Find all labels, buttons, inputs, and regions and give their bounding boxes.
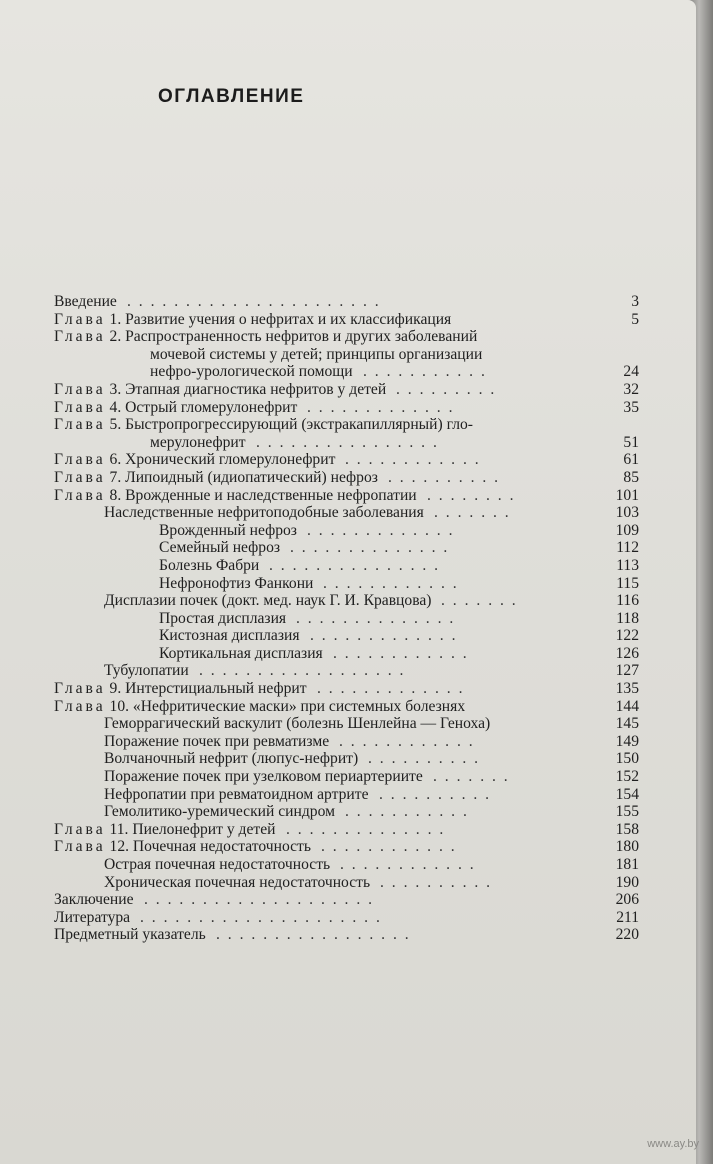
entry-text: Литература xyxy=(54,908,131,926)
page-number: 32 xyxy=(623,380,639,398)
page-number: 103 xyxy=(615,504,639,522)
dot-leader: . . . . . . . . . . . . . . xyxy=(290,539,450,557)
chapter-prefix: Глава xyxy=(54,468,106,486)
entry-text: Волчаночный нефрит (люпус-нефрит) xyxy=(104,750,359,768)
toc-entry-title xyxy=(54,399,297,417)
toc-entry-title xyxy=(150,346,482,364)
page-number: 61 xyxy=(623,451,639,469)
entry-text: Семейный нефроз xyxy=(159,539,281,557)
toc-entry xyxy=(54,768,639,786)
toc-entry-title xyxy=(150,363,353,381)
toc-entry-title xyxy=(54,821,276,839)
toc-entry-title xyxy=(104,733,329,751)
chapter-prefix: Глава xyxy=(54,680,106,698)
toc-entry xyxy=(54,821,639,839)
toc-entry xyxy=(54,592,639,610)
dot-leader: . . . . . . . . . . . . . xyxy=(307,521,455,539)
toc-entry-title xyxy=(54,416,473,434)
chapter-prefix: Глава xyxy=(54,310,106,328)
toc-entry xyxy=(54,874,639,892)
page-number: 127 xyxy=(615,662,639,680)
page-number: 150 xyxy=(615,750,639,768)
toc-entry-title xyxy=(54,926,206,944)
toc-entry-title xyxy=(159,539,280,557)
dot-leader: . . . . . . . . . . . . xyxy=(345,451,481,469)
toc-entry xyxy=(54,926,639,944)
entry-text: Кистозная дисплазия xyxy=(159,627,300,645)
chapter-prefix: Глава xyxy=(54,697,106,715)
page-number: 181 xyxy=(615,856,639,873)
dot-leader: . . . . . . . . . . . . . . xyxy=(296,609,456,627)
toc-entry xyxy=(54,293,639,311)
toc-entry xyxy=(54,469,639,487)
page-number: 155 xyxy=(615,803,639,821)
toc-entry-title xyxy=(150,434,246,452)
table-of-contents xyxy=(54,293,639,944)
toc-entry-title xyxy=(54,680,307,698)
entry-text: 4. Острый гломерулонефрит xyxy=(109,398,298,416)
entry-text: 11. Пиелонефрит у детей xyxy=(109,820,276,838)
chapter-prefix: Глава xyxy=(54,486,106,504)
entry-text: Гемолитико-уремический синдром xyxy=(104,803,335,821)
dot-leader: . . . . . . . . . . xyxy=(379,785,492,803)
toc-entry xyxy=(54,363,639,381)
dot-leader: . . . . . . . . . . . . . . . . . . . . . . xyxy=(127,293,381,310)
toc-entry xyxy=(54,733,639,751)
page-number: 116 xyxy=(616,592,639,610)
entry-text: 10. «Нефритические маски» при системных болезнях xyxy=(109,697,466,715)
entry-text: Простая дисплазия xyxy=(159,609,287,627)
dot-leader: . . . . . . . . . . xyxy=(380,873,493,891)
dot-leader: . . . . . . . . . . . . xyxy=(333,644,469,662)
toc-entry-title xyxy=(54,487,417,505)
dot-leader: . . . . . . . . . . . xyxy=(363,363,487,381)
entry-text: Поражение почек при ревматизме xyxy=(104,732,330,750)
entry-text: 1. Развитие учения о нефритах и их классификация xyxy=(109,310,452,328)
page-number: 144 xyxy=(615,697,639,715)
toc-entry-title xyxy=(104,803,335,821)
toc-entry xyxy=(54,434,639,452)
page-number: 152 xyxy=(615,768,639,786)
chapter-prefix: Глава xyxy=(54,820,106,838)
dot-leader: . . . . . . . xyxy=(433,768,510,786)
page-number: 5 xyxy=(631,310,639,328)
dot-leader: . . . . . . . xyxy=(434,504,511,522)
toc-entry-title xyxy=(54,909,130,927)
page-number: 3 xyxy=(631,293,639,310)
toc-entry-title xyxy=(104,768,423,786)
page-number: 180 xyxy=(615,838,639,856)
toc-entry xyxy=(54,891,639,909)
toc-entry-title xyxy=(159,645,323,663)
dot-leader: . . . . . . . . . . . . . xyxy=(317,680,465,698)
entry-text: 12. Почечная недостаточность xyxy=(109,838,311,856)
toc-entry-title xyxy=(54,328,477,346)
page-number: 145 xyxy=(615,715,639,733)
entry-text: 6. Хронический гломерулонефрит xyxy=(109,451,336,469)
dot-leader: . . . . . . . . . . xyxy=(388,468,501,486)
page-number: 113 xyxy=(616,556,639,574)
page-number: 118 xyxy=(616,609,639,627)
dot-leader: . . . . . . . . . . . . . . . xyxy=(269,556,441,574)
entry-text: Острая почечная недостаточность xyxy=(104,856,331,873)
dot-leader: . . . . . . . . . . . . . . xyxy=(286,820,446,838)
toc-entry-title xyxy=(104,750,358,768)
toc-entry xyxy=(54,662,639,680)
toc-entry-title xyxy=(104,856,330,874)
toc-entry-title xyxy=(54,311,451,329)
entry-text: Заключение xyxy=(54,891,134,909)
page-number: 101 xyxy=(615,486,639,504)
dot-leader: . . . . . . . . . . . . xyxy=(339,732,475,750)
page-number: 158 xyxy=(615,820,639,838)
page-number: 85 xyxy=(623,468,639,486)
chapter-prefix: Глава xyxy=(54,380,106,398)
dot-leader: . . . . . . . . . . . . . . . . . . . . . xyxy=(140,908,382,926)
dot-leader: . . . . . . . . . . . xyxy=(345,803,469,821)
chapter-prefix: Глава xyxy=(54,838,106,856)
entry-text: Поражение почек при узелковом периартериите xyxy=(104,768,423,786)
entry-text: Хроническая почечная недостаточность xyxy=(104,873,371,891)
page-number: 112 xyxy=(616,539,639,557)
toc-entry-title xyxy=(159,522,297,540)
dot-leader: . . . . . . . xyxy=(441,592,518,610)
entry-text: Кортикальная дисплазия xyxy=(159,644,323,662)
entry-text: мерулонефрит xyxy=(150,433,246,451)
entry-text: 7. Липоидный (идиопатический) нефроз xyxy=(109,468,378,486)
toc-entry-title xyxy=(159,610,286,628)
toc-entry-title xyxy=(54,469,378,487)
toc-entry-title xyxy=(159,557,259,575)
page-number: 24 xyxy=(623,363,639,381)
toc-entry xyxy=(54,557,639,575)
page-number: 51 xyxy=(623,433,639,451)
entry-text: Тубулопатии xyxy=(104,662,189,680)
toc-entry xyxy=(54,346,639,364)
entry-text: Введение xyxy=(54,293,117,310)
dot-leader: . . . . . . . . . . . . xyxy=(321,838,457,856)
dot-leader: . . . . . . . . . . . . xyxy=(323,574,459,592)
entry-text: Болезнь Фабри xyxy=(159,556,260,574)
page-number: 154 xyxy=(615,785,639,803)
entry-text: Геморрагический васкулит (болезнь Шенлейна — Геноха) xyxy=(104,715,491,733)
toc-entry-title xyxy=(54,381,386,399)
dot-leader: . . . . . . . . . . . . . . . . xyxy=(256,433,439,451)
toc-entry xyxy=(54,381,639,399)
toc-entry xyxy=(54,487,639,505)
page-number: 115 xyxy=(616,574,639,592)
entry-text: Нефропатии при ревматоидном артрите xyxy=(104,785,369,803)
entry-text: Наследственные нефритоподобные заболевания xyxy=(104,504,424,522)
entry-text: нефро-урологической помощи xyxy=(150,363,353,381)
toc-entry xyxy=(54,698,639,716)
entry-text: 9. Интерстициальный нефрит xyxy=(109,680,307,698)
dot-leader: . . . . . . . . . . . . . . . . . . . . xyxy=(144,891,375,909)
page-title: ОГЛАВЛЕНИЕ xyxy=(158,86,305,107)
toc-entry-title xyxy=(54,293,117,311)
dot-leader: . . . . . . . . . . . . . . . . . . xyxy=(199,662,406,680)
toc-entry xyxy=(54,328,639,346)
toc-entry xyxy=(54,838,639,856)
dot-leader: . . . . . . . . xyxy=(427,486,516,504)
entry-text: Нефронофтиз Фанкони xyxy=(159,574,314,592)
page-number: 109 xyxy=(615,521,639,539)
chapter-prefix: Глава xyxy=(54,416,106,434)
toc-entry-title xyxy=(104,504,424,522)
toc-entry-title xyxy=(104,786,369,804)
toc-entry xyxy=(54,522,639,540)
toc-entry xyxy=(54,539,639,557)
toc-entry xyxy=(54,715,639,733)
toc-entry-title xyxy=(54,698,465,716)
page-number: 126 xyxy=(615,644,639,662)
toc-entry xyxy=(54,750,639,768)
entry-text: 5. Быстропрогрессирующий (экстракапиллярный) гло- xyxy=(109,416,473,434)
dot-leader: . . . . . . . . . . . . . xyxy=(310,627,458,645)
toc-entry xyxy=(54,645,639,663)
toc-entry xyxy=(54,610,639,628)
dot-leader: . . . . . . . . . . . . . xyxy=(307,398,455,416)
entry-text: Врожденный нефроз xyxy=(159,521,297,539)
toc-entry xyxy=(54,680,639,698)
toc-entry-title xyxy=(159,627,300,645)
toc-entry xyxy=(54,575,639,593)
toc-entry-title xyxy=(104,592,431,610)
entry-text: 3. Этапная диагностика нефритов у детей xyxy=(109,380,387,398)
toc-entry-title xyxy=(159,575,313,593)
page-number: 135 xyxy=(615,680,639,698)
dot-leader: . . . . . . . . . . . . xyxy=(340,856,476,873)
toc-entry xyxy=(54,856,639,874)
toc-entry xyxy=(54,786,639,804)
toc-entry xyxy=(54,416,639,434)
toc-entry-title xyxy=(54,451,335,469)
dot-leader: . . . . . . . . . . xyxy=(368,750,481,768)
page-number: 220 xyxy=(615,926,639,944)
entry-text: мочевой системы у детей; принципы организации xyxy=(150,345,483,363)
toc-entry xyxy=(54,909,639,927)
page-number: 149 xyxy=(615,732,639,750)
toc-entry-title xyxy=(54,891,134,909)
page-number: 35 xyxy=(623,398,639,416)
toc-entry xyxy=(54,311,639,329)
toc-entry xyxy=(54,627,639,645)
toc-entry xyxy=(54,803,639,821)
toc-entry-title xyxy=(54,838,311,856)
page-number: 206 xyxy=(615,891,639,909)
dot-leader: . . . . . . . . . xyxy=(396,380,497,398)
chapter-prefix: Глава xyxy=(54,451,106,469)
toc-entry xyxy=(54,451,639,469)
entry-text: Дисплазии почек (докт. мед. наук Г. И. Кравцова) xyxy=(104,592,432,610)
page-number: 122 xyxy=(615,627,639,645)
toc-entry-title xyxy=(104,874,370,892)
toc-entry xyxy=(54,399,639,417)
chapter-prefix: Глава xyxy=(54,398,106,416)
page-number: 211 xyxy=(616,908,639,926)
watermark: www.ay.by xyxy=(647,1138,699,1150)
toc-entry xyxy=(54,504,639,522)
entry-text: 8. Врожденные и наследственные нефропатии xyxy=(109,486,417,504)
entry-text: 2. Распространенность нефритов и других заболеваний xyxy=(109,328,478,346)
toc-entry-title xyxy=(104,662,189,680)
entry-text: Предметный указатель xyxy=(54,926,206,944)
dot-leader: . . . . . . . . . . . . . . . . . xyxy=(216,926,411,944)
chapter-prefix: Глава xyxy=(54,328,106,346)
page-number: 190 xyxy=(615,873,639,891)
toc-entry-title xyxy=(104,715,490,733)
